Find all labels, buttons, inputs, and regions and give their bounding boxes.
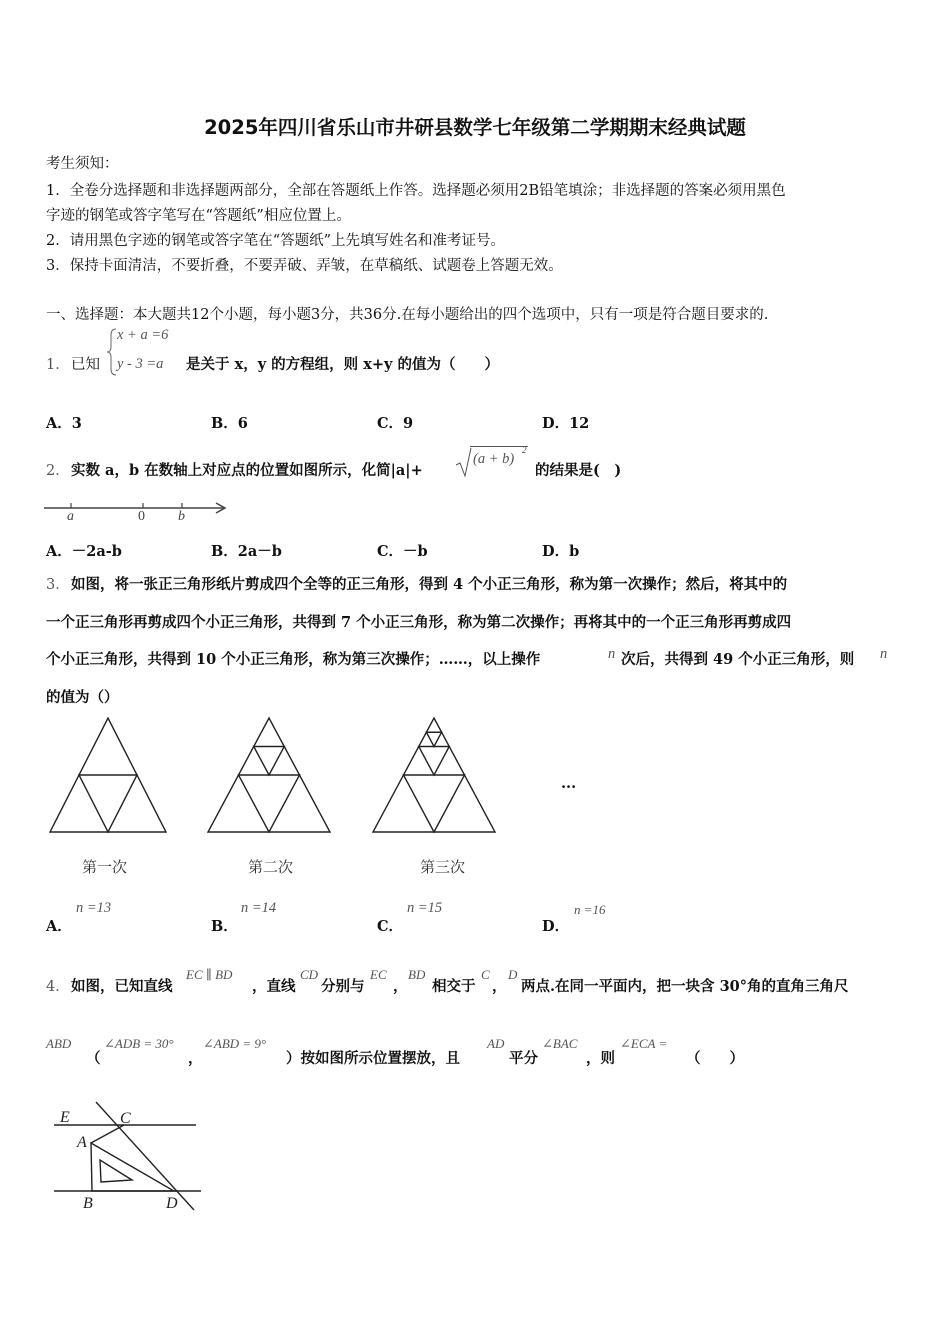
q4-text: ）按如图所示位置摆放，且 — [286, 1050, 460, 1067]
q4-math: ∠ADB = 30° — [104, 1036, 174, 1051]
q4-text: ， — [188, 1050, 203, 1067]
q4-text: ，直线 — [252, 978, 296, 995]
q3-text: 的值为（） — [46, 689, 119, 706]
q1-eq1: x + a =6 — [117, 327, 169, 343]
axis-label-zero: 0 — [138, 509, 145, 524]
q2-exponent: 2 — [522, 445, 527, 455]
q4-math: D — [508, 967, 518, 982]
figure-caption: 第三次 — [420, 858, 466, 876]
q4-math: ∠ABD = 9° — [203, 1036, 267, 1051]
q3-text: 次后，共得到 49 个小正三角形，则 — [621, 651, 855, 668]
option-d-value: n =16 — [574, 902, 606, 917]
triangle-figures — [46, 716, 506, 836]
figure-label-e: E — [60, 1109, 70, 1126]
q4-text: 分别与 — [321, 978, 365, 995]
axis-label-a: a — [67, 509, 74, 524]
option-d[interactable]: D． — [542, 918, 570, 935]
q4-math: EC — [370, 967, 387, 982]
option-c[interactable]: C．－b — [377, 543, 428, 560]
option-b-value: n =14 — [241, 900, 277, 916]
notice-item: 3．保持卡面清洁，不要折叠，不要弄破、弄皱，在草稿纸、试题卷上答题无效。 — [46, 258, 563, 274]
question-number: 2． — [46, 463, 70, 479]
figure-caption: 第一次 — [82, 858, 128, 876]
q1-text: 是关于 x，y 的方程组，则 x+y 的值为（ ） — [186, 356, 499, 373]
option-a[interactable]: A．3 — [46, 415, 82, 432]
q4-math: ∠BAC — [542, 1036, 578, 1051]
figure-label-d: D — [166, 1195, 178, 1212]
q3-n: n — [608, 646, 616, 662]
notice-item: 2．请用黑色字迹的钢笔或答字笔在“答题纸”上先填写姓名和准考证号。 — [46, 233, 506, 249]
notice-heading: 考生须知： — [46, 156, 119, 172]
option-c[interactable]: C． — [377, 918, 404, 935]
q4-math: ∠ECA = — [620, 1036, 668, 1051]
q3-text: 一个正三角形再剪成四个小正三角形，共得到 7 个小正三角形，称为第二次操作；再将其中的一个正三角形再剪成四 — [46, 614, 792, 631]
q4-text: ， — [393, 978, 408, 995]
notice-item: 字迹的钢笔或答字笔写在“答题纸”相应位置上。 — [46, 208, 351, 224]
q4-math: CD — [300, 967, 319, 982]
option-b[interactable]: B．6 — [211, 415, 248, 432]
figure-caption: 第二次 — [248, 858, 294, 876]
q3-text: 如图，将一张正三角形纸片剪成四个全等的正三角形，得到 4 个小正三角形，称为第一次操作；然后，将其中的 — [71, 576, 788, 593]
q4-math: BD — [408, 967, 426, 982]
q3-n: n — [880, 646, 888, 662]
q4-math: AD — [487, 1036, 505, 1051]
option-a[interactable]: A．－2a-b — [46, 543, 122, 560]
sqrt-sign-icon — [454, 446, 474, 480]
option-d[interactable]: D．b — [542, 543, 580, 560]
ellipsis: ... — [561, 775, 577, 792]
option-d[interactable]: D．12 — [542, 415, 590, 432]
option-c[interactable]: C．9 — [377, 415, 414, 432]
q1-text: 已知 — [71, 357, 100, 373]
q4-text: 相交于 — [432, 978, 476, 995]
q2-text: 实数 a，b 在数轴上对应点的位置如图所示，化简|a|+ — [71, 462, 423, 479]
option-b[interactable]: B．2a－b — [211, 543, 282, 560]
axis-label-b: b — [178, 509, 185, 524]
q4-text: 如图，已知直线 — [71, 978, 173, 995]
option-a-value: n =13 — [76, 900, 112, 916]
q4-text: （ — [86, 1050, 101, 1067]
notice-item: 1．全卷分选择题和非选择题两部分，全部在答题纸上作答。选择题必须用2B铅笔填涂；非选择题的答案必须用黑色 — [46, 183, 786, 199]
q4-geometry-figure — [46, 1100, 216, 1215]
number-line — [42, 496, 232, 524]
q4-math: ABD — [46, 1036, 72, 1051]
q3-text: 个小正三角形，共得到 10 个小正三角形，称为第三次操作；……，以上操作 — [46, 651, 541, 668]
q4-math: EC ∥ BD — [186, 967, 233, 982]
page-title: 2025年四川省乐山市井研县数学七年级第二学期期末经典试题 — [204, 116, 746, 139]
question-number: 1． — [46, 357, 70, 373]
section-heading: 一、选择题：本大题共12个小题，每小题3分，共36分.在每小题给出的四个选项中，只有一项是符合题目要求的. — [46, 307, 769, 323]
q1-eq2: y - 3 =a — [117, 356, 164, 372]
option-c-value: n =15 — [407, 900, 443, 916]
q2-text: 的结果是( ) — [535, 462, 622, 479]
option-a[interactable]: A． — [46, 918, 72, 935]
q4-text: ，则 — [586, 1050, 615, 1067]
question-number: 3． — [46, 577, 70, 593]
q4-text: ， — [492, 978, 507, 995]
question-number: 4． — [46, 979, 70, 995]
q2-radicand: (a + b) — [473, 451, 515, 467]
q4-text: 两点.在同一平面内，把一块含 30°角的直角三角尺 — [521, 978, 849, 995]
q4-text: （ ） — [686, 1050, 744, 1067]
q4-math: C — [481, 967, 490, 982]
figure-label-c: C — [120, 1110, 131, 1127]
q4-text: 平分 — [509, 1050, 538, 1067]
figure-label-a: A — [77, 1134, 87, 1151]
figure-label-b: B — [83, 1195, 93, 1212]
option-b[interactable]: B． — [211, 918, 238, 935]
